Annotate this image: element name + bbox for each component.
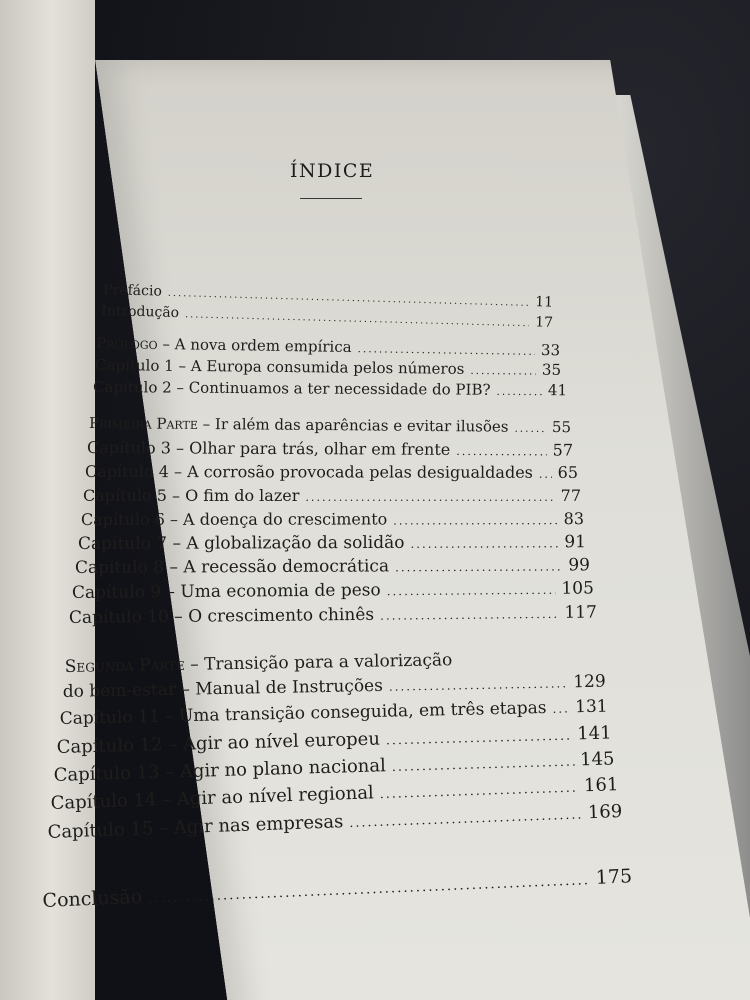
page-title: ÍNDICE <box>290 160 375 182</box>
toc-entry-label: Introdução <box>101 303 180 322</box>
toc-entry-capitulo-2 <box>93 378 567 399</box>
toc-entry-page: 83 <box>563 509 584 529</box>
toc-entry-capitulo-9 <box>72 578 594 603</box>
toc-entry-label <box>96 334 352 356</box>
leader-dots <box>410 536 558 551</box>
toc-entry-page: 55 <box>551 418 572 437</box>
toc-entry-label: Capítulo 9 – Uma economia de peso <box>71 580 381 603</box>
toc-entry-label: Capítulo 7 – A globalização da solidão <box>77 532 405 554</box>
toc-entry-capitulo-6 <box>81 509 584 529</box>
leader-dots <box>456 445 546 458</box>
leader-dots <box>389 676 568 693</box>
toc-entry-capitulo-3 <box>87 438 573 460</box>
toc-entry-page: 145 <box>579 748 615 771</box>
toc-entry-page: 161 <box>583 774 619 797</box>
section-label: Prólogo <box>96 334 158 353</box>
toc-entry-page: 105 <box>561 578 594 599</box>
toc-entry-capitulo-7 <box>78 532 586 554</box>
leader-dots <box>358 343 536 358</box>
leader-dots <box>387 583 556 598</box>
leader-dots <box>185 309 529 329</box>
section-title: – Ir além das aparências e evitar ilusões <box>197 414 509 436</box>
toc-entry-bem-estar <box>63 672 606 702</box>
leader-dots <box>395 559 562 574</box>
toc-entry-segunda-parte <box>65 650 465 677</box>
toc-entry-page: 131 <box>574 696 608 718</box>
toc-entry-label: Capítulo 1 – A Europa consumida pelos números <box>95 356 465 378</box>
toc-entry-page: 41 <box>547 381 568 400</box>
toc-entry-label: Capítulo 12 – Agir ao nível europeu <box>56 728 381 758</box>
toc-entry-page: 33 <box>540 340 561 360</box>
leader-dots <box>393 514 557 527</box>
toc-entry-capitulo-5 <box>83 486 581 505</box>
toc-entry-page: 65 <box>557 462 579 482</box>
toc-entry-label: Capítulo 4 – A corrosão provocada pelas desigualdades <box>85 462 533 482</box>
toc-entry-capitulo-1 <box>95 356 561 379</box>
toc-entry-label: Prefácio <box>103 282 163 300</box>
toc-entry-page: 129 <box>573 671 606 693</box>
toc-entry-primeira-parte <box>89 414 571 436</box>
toc-entry-page: 57 <box>552 440 574 460</box>
toc-entry-page: 141 <box>576 722 612 745</box>
leader-dots <box>305 491 554 504</box>
toc-entry-label: Capítulo 2 – Continuamos a ter necessidade do PIB? <box>93 378 491 399</box>
toc-entry-label: Capítulo 8 – A recessão democrática <box>74 556 390 578</box>
toc-entry-capitulo-4 <box>85 462 578 482</box>
section-title: – A nova ordem empírica <box>157 334 352 357</box>
toc-entry-label <box>89 414 509 436</box>
toc-entry-capitulo-8 <box>75 555 590 578</box>
leader-dots <box>380 607 558 623</box>
toc-entry-page: 11 <box>535 294 554 311</box>
toc-entry-label: Capítulo 13 – Agir no plano nacional <box>53 755 387 786</box>
leader-dots <box>386 728 572 748</box>
toc-entry-conclusao <box>42 865 632 912</box>
toc-entry-page: 175 <box>595 865 633 889</box>
toc-entry-label: Capítulo 6 – A doença do crescimento <box>80 509 388 529</box>
section-label: Segunda Parte <box>64 654 185 677</box>
leader-dots <box>349 806 582 830</box>
toc-entry-prologo <box>96 334 560 359</box>
leader-dots <box>552 701 569 715</box>
toc-entry-label: Conclusão <box>42 885 143 912</box>
toc-entry-label: Capítulo 11 – Uma transição conseguida, em três etapas <box>59 697 547 729</box>
section-title: – Transição para a valorização <box>184 650 453 675</box>
toc-entry-page: 117 <box>564 602 597 623</box>
leader-dots <box>514 423 546 435</box>
toc-entry-page: 99 <box>568 555 590 576</box>
toc-entry-label: Capítulo 10 – O crescimento chinês <box>68 604 375 628</box>
leader-dots <box>470 365 536 378</box>
section-label: Primeira Parte <box>89 414 199 433</box>
toc-entry-page: 35 <box>541 360 562 379</box>
toc-entry-page: 91 <box>564 532 586 553</box>
leader-dots <box>496 386 541 398</box>
title-divider <box>300 198 362 199</box>
toc-entry-label: Capítulo 3 – Olhar para trás, olhar em frente <box>87 438 451 459</box>
toc-entry-label: do bem-estar – Manual de Instruções <box>62 675 384 702</box>
toc-entry-label <box>65 650 453 677</box>
toc-entry-label: Capítulo 14 – Agir ao nível regional <box>50 782 375 814</box>
toc-entry-label: Capítulo 5 – O fim do lazer <box>83 486 300 505</box>
toc-entry-label: Capítulo 15 – Agir nas empresas <box>47 811 344 843</box>
leader-dots <box>392 754 575 774</box>
toc-entry-page: 169 <box>587 800 623 824</box>
toc-entry-capitulo-10 <box>69 602 597 628</box>
leader-dots <box>539 468 552 481</box>
leader-dots <box>148 873 590 906</box>
leader-dots <box>380 780 579 802</box>
toc-entry-page: 77 <box>560 486 581 505</box>
toc-entry-page: 17 <box>535 314 554 331</box>
